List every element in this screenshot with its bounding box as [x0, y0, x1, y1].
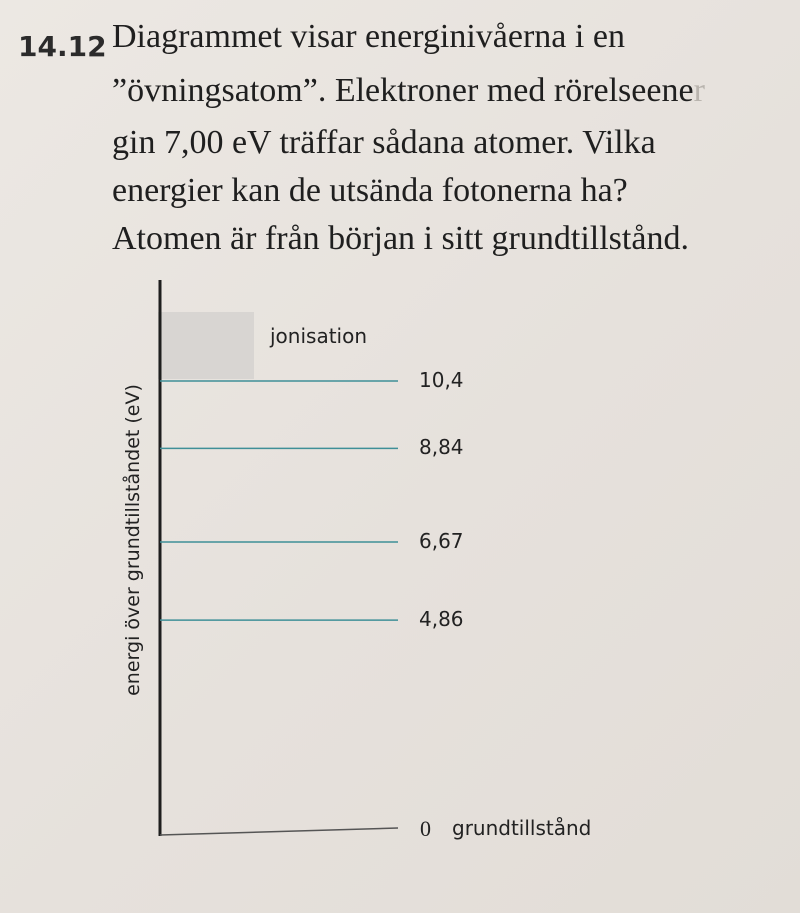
problem-text-line: Diagrammet visar energinivåerna i en: [112, 18, 625, 55]
energy-level-label: 6,67: [419, 529, 464, 554]
energy-level-label: 8,84: [419, 435, 464, 460]
energy-level-label: 4,86: [419, 607, 464, 632]
ground-state-value: 0: [420, 816, 431, 841]
ground-state-line: [160, 828, 398, 835]
ionization-region: [158, 312, 254, 379]
problem-text-line: energier kan de utsända fotonerna ha?: [112, 172, 628, 209]
ionization-label: jonisation: [270, 324, 368, 348]
faded-text-end: r: [693, 72, 705, 109]
energy-level-label: 10,4: [419, 368, 464, 392]
problem-number: 14.12: [18, 30, 107, 63]
problem-text-line-content: ”övningsatom”. Elektroner med rörelseene: [112, 72, 694, 109]
problem-text-line: Atomen är från början i sitt grundtillstånd.: [112, 220, 689, 257]
problem-text-line: gin 7,00 eV träffar sådana atomer. Vilka: [112, 124, 656, 161]
axis-label: energi över grundtillståndet (eV): [122, 384, 144, 696]
ground-state-label: grundtillstånd: [452, 816, 592, 840]
